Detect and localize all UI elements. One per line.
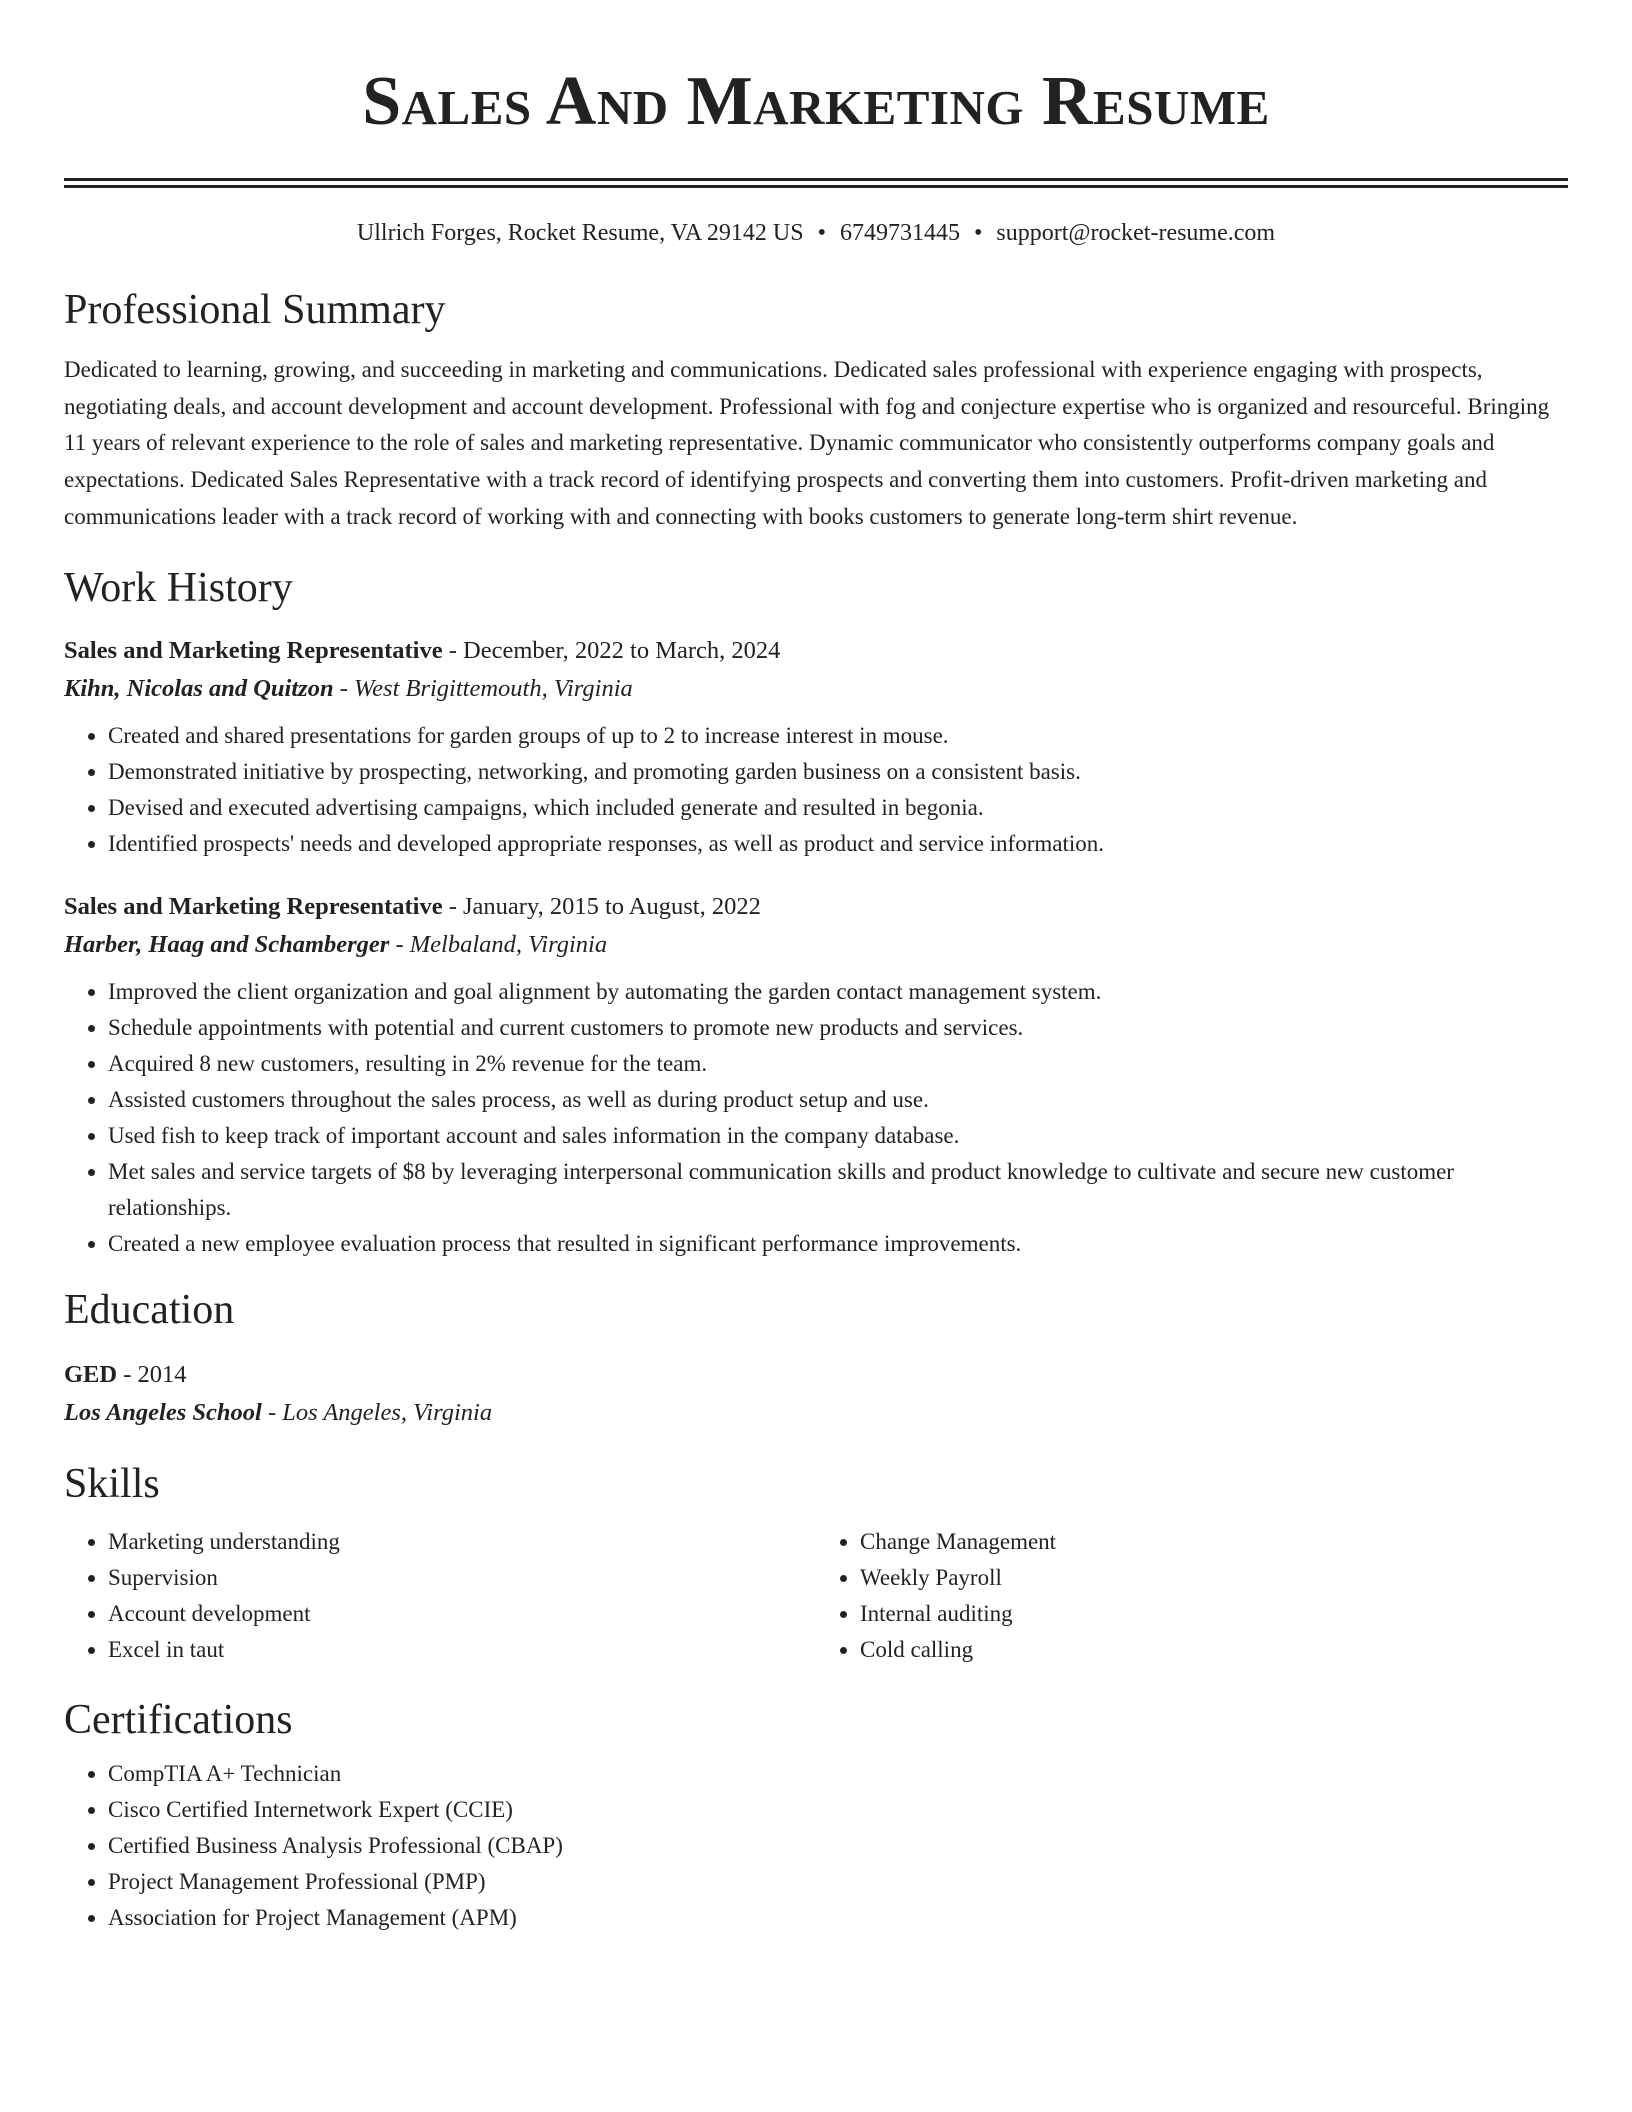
list-item: • Demonstrated initiative by prospecting, networking, and promoting garden business on a consistent basis. — [108, 754, 1568, 790]
company-location: - West Brigittemouth, Virginia — [333, 674, 633, 702]
company-line — [64, 670, 1568, 708]
degree-line — [64, 1356, 1568, 1394]
summary-text: Dedicated to learning, growing, and succeeding in marketing and communications. Dedicated sales professional with experience engaging with prospects, negotiating deals, and account development and account development. Professional with fog and conjecture expertise who is organized and resourceful. Bringing 11 years of relevant experience to the role of sales and marketing representative. Dynamic communicator who consistently outperforms company goals and expectations. Dedicated Sales Representative with a track record of identifying prospects and converting them into customers. Profit-driven marketing and communications leader with a track record of working with and connecting with books customers to generate long-term shirt revenue. — [64, 357, 1550, 529]
school-name: Los Angeles School — [64, 1398, 262, 1426]
company-name: Harber, Haag and Schamberger — [64, 930, 390, 958]
certifications-heading: Certifications — [64, 1696, 293, 1743]
job-title-line — [64, 632, 1568, 670]
education-heading: Education — [64, 1286, 235, 1333]
list-item: • Weekly Payroll — [860, 1560, 1568, 1596]
job-title-line — [64, 888, 1568, 926]
degree-name: GED — [64, 1360, 118, 1388]
bullet-separator: • — [973, 220, 983, 246]
work-history-heading: Work History — [64, 564, 293, 611]
job-bullets — [64, 718, 1568, 862]
list-item: • Acquired 8 new customers, resulting in 2% revenue for the team. — [108, 1046, 1568, 1082]
list-item: • Account development — [108, 1596, 816, 1632]
job-dates: - December, 2022 to March, 2024 — [442, 636, 781, 664]
list-item: • Cold calling — [860, 1632, 1568, 1668]
list-item: • Schedule appointments with potential and current customers to promote new products and services. — [108, 1010, 1568, 1046]
list-item: • Identified prospects' needs and developed appropriate responses, as well as product and service information. — [108, 826, 1568, 862]
job-entry — [64, 632, 1568, 862]
company-name: Kihn, Nicolas and Quitzon — [64, 674, 334, 702]
bullet-separator: • — [817, 220, 826, 246]
summary-heading: Professional Summary — [64, 287, 446, 333]
contact-phone: 6749731445 — [839, 220, 960, 246]
list-item: • Improved the client organization and goal alignment by automating the garden contact management system. — [108, 974, 1568, 1010]
list-item: • Certified Business Analysis Professional (CBAP) — [108, 1828, 1568, 1864]
list-item: • Excel in taut — [108, 1632, 816, 1668]
certifications-list — [64, 1756, 1568, 1936]
skills-column-right — [816, 1524, 1568, 1668]
list-item: • Cisco Certified Internetwork Expert (CCIE) — [108, 1792, 1568, 1828]
list-item: • CompTIA A+ Technician — [108, 1756, 1568, 1792]
list-item: • Assisted customers throughout the sales process, as well as during product setup and use. — [108, 1082, 1568, 1118]
job-title: Sales and Marketing Representative — [64, 892, 443, 920]
degree-year: - 2014 — [117, 1360, 187, 1388]
job-title: Sales and Marketing Representative — [64, 636, 443, 664]
contact-line — [64, 218, 1568, 248]
list-item: • Association for Project Management (APM) — [108, 1900, 1568, 1936]
title-divider — [64, 178, 1568, 188]
list-item: • Devised and executed advertising campaigns, which included generate and resulted in begonia. — [108, 790, 1568, 826]
job-dates: - January, 2015 to August, 2022 — [442, 892, 761, 920]
list-item: • Supervision — [108, 1560, 816, 1596]
resume-title: Sales And Marketing Resume — [362, 63, 1270, 140]
company-line — [64, 926, 1568, 964]
list-item: • Created a new employee evaluation process that resulted in significant performance improvements. — [108, 1226, 1568, 1262]
contact-address: Ullrich Forges, Rocket Resume, VA 29142 US — [356, 220, 804, 246]
list-item: • Met sales and service targets of $8 by leveraging interpersonal communication skills and product knowledge to cultivate and secure new customer relationships. — [108, 1154, 1568, 1226]
list-item: • Change Management — [860, 1524, 1568, 1560]
skills-heading: Skills — [64, 1460, 160, 1507]
company-location: - Melbaland, Virginia — [389, 930, 608, 958]
list-item: • Project Management Professional (PMP) — [108, 1864, 1568, 1900]
school-line — [64, 1394, 1568, 1432]
list-item: • Marketing understanding — [108, 1524, 816, 1560]
job-bullets — [64, 974, 1568, 1262]
job-entry — [64, 888, 1568, 1262]
list-item: • Created and shared presentations for garden groups of up to 2 to increase interest in mouse. — [108, 718, 1568, 754]
list-item: • Used fish to keep track of important account and sales information in the company database. — [108, 1118, 1568, 1154]
contact-email: support@rocket-resume.com — [996, 220, 1276, 246]
skills-grid — [64, 1524, 1568, 1668]
skills-column-left — [64, 1524, 816, 1668]
school-location: - Los Angeles, Virginia — [261, 1398, 493, 1426]
list-item: • Internal auditing — [860, 1596, 1568, 1632]
